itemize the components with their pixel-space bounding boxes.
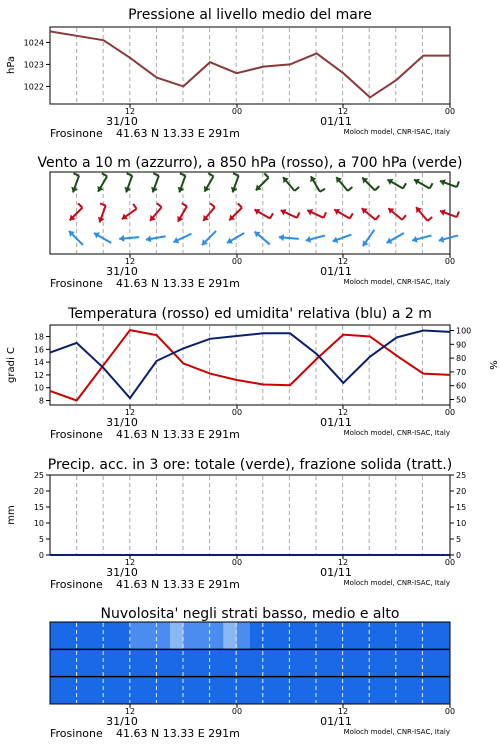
cloud-cell — [63, 622, 77, 649]
cloud-cell — [103, 622, 117, 649]
cloud-cell — [130, 649, 144, 676]
y-tick-label: 5 — [38, 535, 44, 544]
cloud-cell — [290, 622, 304, 649]
cloud-cell — [410, 677, 424, 704]
cloud-title: Nuvolosita' negli strati basso, medio e alto — [100, 606, 400, 622]
precipitation-y-ticks-right — [450, 471, 466, 560]
temperature-panel — [6, 306, 498, 441]
cloud-cell — [143, 622, 157, 649]
cloud-cell — [370, 649, 384, 676]
cloud-cell — [90, 677, 104, 704]
cloud-cell — [397, 677, 411, 704]
date-label: 31/10 — [106, 416, 138, 429]
cloud-cell — [50, 677, 64, 704]
date-label: 01/11 — [320, 265, 352, 278]
x-tick-label: 00 — [444, 408, 456, 417]
x-tick-label: 12 — [124, 408, 136, 417]
date-label: 31/10 — [106, 566, 138, 579]
cloud-cell — [103, 649, 117, 676]
cloud-cell — [317, 649, 331, 676]
cloud-cell — [383, 649, 397, 676]
wind-x-ticks — [50, 254, 455, 290]
cloud-cell — [183, 622, 197, 649]
wind-panel — [37, 155, 462, 290]
model-credit: Moloch model, CNR-ISAC, Italy — [343, 728, 450, 736]
cloud-cell — [397, 649, 411, 676]
cloud-cell — [437, 677, 451, 704]
cloud-cell — [250, 649, 264, 676]
cloud-cell — [157, 677, 171, 704]
x-tick-label: 12 — [337, 257, 349, 266]
temperature-plot-frame — [50, 325, 450, 405]
cloud-cell — [277, 622, 291, 649]
x-tick-label: 00 — [444, 257, 456, 266]
x-tick-label: 00 — [231, 707, 243, 716]
y-tick-label: 16 — [33, 345, 44, 355]
cloud-cell — [290, 677, 304, 704]
cloud-cell — [357, 622, 371, 649]
y-tick-label: 25 — [456, 471, 467, 480]
cloud-cell — [183, 677, 197, 704]
temperature-x-ticks — [50, 405, 455, 441]
cloud-cell — [423, 677, 437, 704]
cloud-cell — [410, 649, 424, 676]
pressure-y-label: hPa — [6, 55, 17, 75]
cloud-cell — [437, 649, 451, 676]
cloud-cell — [197, 649, 211, 676]
cloud-cell — [330, 677, 344, 704]
model-credit: Moloch model, CNR-ISAC, Italy — [343, 278, 450, 286]
cloud-cell — [77, 622, 91, 649]
cloud-cell — [143, 649, 157, 676]
model-credit: Moloch model, CNR-ISAC, Italy — [343, 579, 450, 587]
cloud-cell — [90, 649, 104, 676]
y-tick-label: 90 — [456, 340, 467, 350]
cloud-cell — [223, 677, 237, 704]
x-tick-label: 00 — [444, 107, 456, 116]
cloud-cell — [223, 649, 237, 676]
x-tick-label: 00 — [231, 107, 243, 116]
cloud-cell — [103, 677, 117, 704]
y-tick-label: 1024 — [23, 38, 44, 48]
precipitation-panel — [6, 457, 466, 591]
cloud-cell — [63, 649, 77, 676]
x-tick-label: 12 — [337, 558, 349, 567]
cloud-cell — [50, 622, 64, 649]
cloud-cell — [437, 622, 451, 649]
x-tick-label: 00 — [444, 707, 456, 716]
x-tick-label: 00 — [231, 257, 243, 266]
humidity-y-ticks — [450, 327, 471, 405]
cloud-cell — [370, 622, 384, 649]
cloud-cell — [423, 649, 437, 676]
cloud-cell — [170, 622, 184, 649]
cloud-cell — [277, 677, 291, 704]
y-tick-label: 18 — [33, 332, 44, 342]
wind-arrow-feather — [457, 211, 459, 217]
x-tick-label: 12 — [124, 707, 136, 716]
y-tick-label: 15 — [33, 503, 44, 512]
cloud-cell — [357, 677, 371, 704]
cloud-cell — [330, 649, 344, 676]
y-tick-label: 10 — [33, 519, 44, 528]
cloud-cell — [210, 677, 224, 704]
date-label: 01/11 — [320, 416, 352, 429]
x-tick-label: 00 — [231, 408, 243, 417]
y-tick-label: 0 — [456, 551, 462, 560]
location-coords: 41.63 N 13.33 E 291m — [116, 727, 240, 740]
x-tick-label: 12 — [337, 107, 349, 116]
pressure-y-ticks — [24, 38, 50, 91]
precipitation-plot-frame — [50, 475, 450, 555]
humidity-y-label: % — [487, 360, 498, 370]
location-coords: 41.63 N 13.33 E 291m — [116, 578, 240, 591]
cloud-cell — [50, 649, 64, 676]
cloud-cell — [90, 622, 104, 649]
cloud-cell — [343, 649, 357, 676]
cloud-cell — [370, 677, 384, 704]
cloud-cell — [117, 649, 131, 676]
cloud-cell — [330, 622, 344, 649]
model-credit: Moloch model, CNR-ISAC, Italy — [343, 128, 450, 136]
y-tick-label: 60 — [456, 381, 467, 391]
cloud-cell — [263, 649, 277, 676]
cloud-cell — [237, 677, 251, 704]
cloud-cell — [197, 677, 211, 704]
x-tick-label: 12 — [124, 257, 136, 266]
x-tick-label: 12 — [124, 558, 136, 567]
x-tick-label: 12 — [337, 408, 349, 417]
cloud-cell — [343, 677, 357, 704]
temperature-y-label: gradi C — [6, 347, 17, 383]
cloud-cell — [157, 649, 171, 676]
location-coords: 41.63 N 13.33 E 291m — [116, 277, 240, 290]
y-tick-label: 5 — [456, 535, 462, 544]
pressure-plot-frame — [50, 27, 450, 104]
y-tick-label: 15 — [456, 503, 467, 512]
date-label: 01/11 — [320, 115, 352, 128]
cloud-cell — [210, 649, 224, 676]
location-coords: 41.63 N 13.33 E 291m — [116, 428, 240, 441]
cloud-cell — [343, 622, 357, 649]
cloud-cell — [410, 622, 424, 649]
location-name: Frosinone — [50, 277, 103, 290]
y-tick-label: 14 — [33, 358, 44, 368]
x-tick-label: 00 — [231, 558, 243, 567]
precipitation-title: Precip. acc. in 3 ore: totale (verde), frazione solida (tratt.) — [47, 457, 453, 473]
cloud-cell — [170, 649, 184, 676]
cloud-cell — [197, 622, 211, 649]
y-tick-label: 80 — [456, 354, 467, 364]
pressure-panel — [6, 7, 455, 140]
cloud-cell — [117, 677, 131, 704]
y-tick-label: 100 — [456, 326, 472, 336]
location-name: Frosinone — [50, 578, 103, 591]
cloud-cell — [143, 677, 157, 704]
cloud-cell — [223, 622, 237, 649]
cloud-cell — [130, 677, 144, 704]
y-tick-label: 10 — [33, 383, 44, 393]
precipitation-y-ticks — [34, 471, 50, 560]
model-credit: Moloch model, CNR-ISAC, Italy — [343, 429, 450, 437]
date-label: 01/11 — [320, 715, 352, 728]
precipitation-x-ticks — [50, 555, 455, 591]
date-label: 01/11 — [320, 566, 352, 579]
cloud-cell — [303, 649, 317, 676]
cloud-cell — [170, 677, 184, 704]
cloud-cell — [263, 677, 277, 704]
cloud-cell — [63, 677, 77, 704]
x-tick-label: 12 — [337, 707, 349, 716]
cloud-cell — [263, 622, 277, 649]
y-tick-label: 12 — [33, 370, 44, 380]
location-name: Frosinone — [50, 127, 103, 140]
y-tick-label: 20 — [456, 487, 467, 496]
cloud-cell — [237, 622, 251, 649]
cloud-cell — [250, 622, 264, 649]
cloud-cell — [303, 622, 317, 649]
x-tick-label: 00 — [444, 558, 456, 567]
cloud-cell — [383, 622, 397, 649]
wind-arrow-feather — [457, 181, 459, 187]
cloud-cell — [157, 622, 171, 649]
cloud-cell — [423, 622, 437, 649]
cloud-cell — [357, 649, 371, 676]
cloud-cell — [183, 649, 197, 676]
cloud-cell — [130, 622, 144, 649]
cloud-cell — [317, 677, 331, 704]
cloud-cell — [397, 622, 411, 649]
y-tick-label: 0 — [38, 551, 44, 560]
x-tick-label: 12 — [124, 107, 136, 116]
cloud-cell — [277, 649, 291, 676]
location-name: Frosinone — [50, 428, 103, 441]
cloud-cell — [210, 622, 224, 649]
cloud-panel — [50, 606, 455, 740]
location-coords: 41.63 N 13.33 E 291m — [116, 127, 240, 140]
cloud-cell — [317, 622, 331, 649]
y-tick-label: 10 — [456, 519, 467, 528]
cloud-cell — [117, 622, 131, 649]
cloud-x-ticks — [50, 704, 455, 740]
cloud-heatmap — [50, 622, 451, 704]
y-tick-label: 1023 — [23, 60, 44, 70]
pressure-x-ticks — [50, 104, 455, 140]
precipitation-y-label: mm — [6, 505, 17, 525]
y-tick-label: 25 — [33, 471, 44, 480]
cloud-cell — [77, 649, 91, 676]
temperature-y-ticks — [34, 333, 50, 406]
y-tick-label: 1022 — [23, 82, 44, 92]
date-label: 31/10 — [106, 265, 138, 278]
cloud-cell — [383, 677, 397, 704]
y-tick-label: 8 — [38, 396, 44, 406]
location-name: Frosinone — [50, 727, 103, 740]
y-tick-label: 50 — [456, 395, 467, 405]
cloud-cell — [77, 677, 91, 704]
y-tick-label: 70 — [456, 367, 467, 377]
date-label: 31/10 — [106, 715, 138, 728]
cloud-cell — [237, 649, 251, 676]
y-tick-label: 20 — [33, 487, 44, 496]
date-label: 31/10 — [106, 115, 138, 128]
pressure-title: Pressione al livello medio del mare — [128, 7, 372, 23]
wind-title: Vento a 10 m (azzurro), a 850 hPa (rosso), a 700 hPa (verde) — [37, 155, 463, 171]
temperature-title: Temperatura (rosso) ed umidita' relativa (blu) a 2 m — [68, 306, 432, 322]
cloud-cell — [303, 677, 317, 704]
cloud-cell — [290, 649, 304, 676]
cloud-cell — [250, 677, 264, 704]
